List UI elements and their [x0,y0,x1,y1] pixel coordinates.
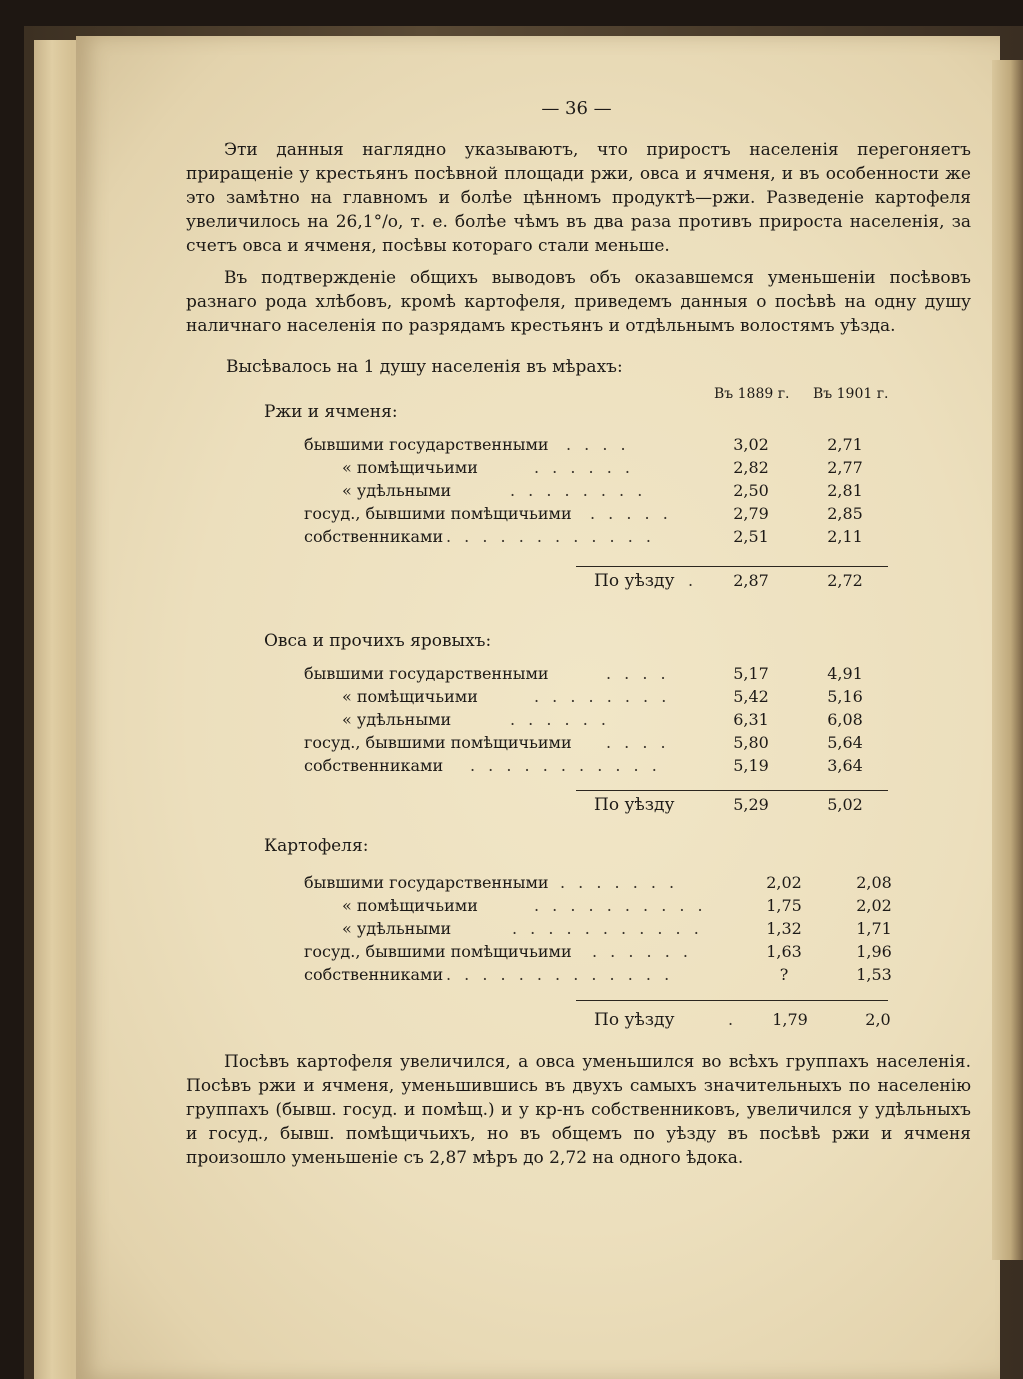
value-1889: 2,51 [733,527,769,546]
total-rule [576,566,888,567]
value-1901: 1,53 [856,965,892,984]
page-number: — 36 — [541,98,612,119]
table-row [0,733,1023,756]
row-label: бывшими государственными [304,435,549,454]
value-1901: 2,85 [827,504,863,523]
total-label: По уѣзду [594,1010,675,1030]
total-rule [576,790,888,791]
value-1901: 2,81 [827,481,863,500]
total-label: По уѣзду [594,571,675,591]
row-label: бывшими государственными [304,873,549,892]
table-row [0,710,1023,733]
value-1901: 1,71 [856,919,892,938]
value-1901: 6,08 [827,710,863,729]
row-label: госуд., бывшими помѣщичьими [304,733,572,752]
total-rule [576,1000,888,1001]
value-1889: 1,63 [766,942,802,961]
row-dots: . . . . . . [510,710,610,729]
paragraph-3: Посѣвъ картофеля увеличился, а овса уменьшился во всѣхъ группахъ населенія. Посѣвъ ржи и ячменя, уменьшившись въ двухъ самыхъ значительныхъ по населенію группахъ (бывш. госуд. и помѣщ.) и у кр-нъ собственниковъ, увеличился у удѣльныхъ и госуд., бывш. помѣщичьихъ, но въ общемъ по уѣзду въ посѣвѣ ржи и ячменя произошло уменьшеніе съ 2,87 мѣръ до 2,72 на одного ѣдока. [186,1052,971,1168]
value-1901: 5,16 [827,687,863,706]
value-1889: 3,02 [733,435,769,454]
row-dots: . . . . [566,435,630,454]
total-label: По уѣзду [594,795,675,815]
row-label: госуд., бывшими помѣщичьими [304,942,572,961]
value-1901: 4,91 [827,664,863,683]
value-1889: 6,31 [733,710,769,729]
row-dots: . . . . . . . . . . . . [446,527,655,546]
row-dots: . . . . . . . . [534,687,671,706]
row-label: собственниками [304,965,444,984]
table-total-row [0,1010,1023,1033]
row-dots: . . . . . . [592,942,692,961]
value-1901: 2,11 [827,527,863,546]
row-label: « помѣщичьими [342,896,478,915]
value-1889: 5,42 [733,687,769,706]
table-row [0,896,1023,919]
row-dots: . [728,1010,738,1029]
row-dots: . . . . [606,664,670,683]
row-label: « удѣльными [342,481,452,500]
value-1901: 2,02 [856,896,892,915]
table-row [0,919,1023,942]
row-dots: . . . . [606,733,670,752]
total-1901: 2,72 [827,571,863,590]
row-dots: . . . . . [590,504,672,523]
row-label: собственниками [304,527,444,546]
table-row [0,965,1023,988]
row-dots: . . . . . . . [560,873,679,892]
value-1889: 2,82 [733,458,769,477]
value-1889: 5,17 [733,664,769,683]
table-row [0,664,1023,687]
paragraph-1: Эти данныя наглядно указываютъ, что приростъ населенія перегоняетъ приращеніе у крестьянъ посѣвной площади ржи, овса и ячменя, и въ особенности же это замѣтно на главномъ и болѣе цѣнномъ продуктѣ—ржи. Разведеніе картофеля увеличилось на 26,1°/о, т. е. болѣе чѣмъ въ два раза противъ прироста населенія, за счетъ овса и ячменя, посѣвы котораго стали меньше. [186,140,971,256]
row-dots: . . . . . . [534,458,634,477]
row-label: собственниками [304,756,444,775]
table-row [0,873,1023,896]
total-1889: 2,87 [733,571,769,590]
value-1889: 2,02 [766,873,802,892]
row-label: « помѣщичьими [342,687,478,706]
row-dots: . . . . . . . . . . [534,896,707,915]
column-header-1901: Въ 1901 г. [813,386,889,402]
table-row [0,756,1023,779]
table-row [0,942,1023,965]
section-title-potatoes: Картофеля: [264,836,369,856]
value-1901: 2,71 [827,435,863,454]
row-label: « помѣщичьими [342,458,478,477]
section-title-oats: Овса и прочихъ яровыхъ: [264,631,492,651]
total-1901: 5,02 [827,795,863,814]
table-intro: Высѣвалось на 1 душу населенія въ мѣрахъ: [226,357,623,377]
row-label: « удѣльными [342,710,452,729]
value-1889: 5,19 [733,756,769,775]
table-row [0,481,1023,504]
row-dots: . . . . . . . . . . . [512,919,703,938]
right-page-edge [992,60,1023,1260]
row-label: « удѣльными [342,919,452,938]
total-1889: 5,29 [733,795,769,814]
row-dots: . [688,571,698,590]
table-total-row [0,571,1023,594]
row-dots: . . . . . . . . [510,481,647,500]
value-1889: 2,50 [733,481,769,500]
table-row [0,458,1023,481]
value-1889: ? [779,965,789,984]
table-row [0,435,1023,458]
value-1901: 3,64 [827,756,863,775]
value-1889: 2,79 [733,504,769,523]
total-1889: 1,79 [772,1010,808,1029]
value-1901: 2,08 [856,873,892,892]
section-title-rye-barley: Ржи и ячменя: [264,402,398,422]
value-1889: 1,32 [766,919,802,938]
row-label: бывшими государственными [304,664,549,683]
value-1901: 5,64 [827,733,863,752]
value-1889: 1,75 [766,896,802,915]
table-row [0,687,1023,710]
row-label: госуд., бывшими помѣщичьими [304,504,572,523]
value-1901: 1,96 [856,942,892,961]
row-dots: . . . . . . . . . . . [470,756,661,775]
table-row [0,504,1023,527]
column-header-1889: Въ 1889 г. [714,386,790,402]
paragraph-2: Въ подтвержденіе общихъ выводовъ объ оказавшемся уменьшеніи посѣвовъ разнаго рода хлѣбовъ, кромѣ картофеля, приведемъ данныя о посѣвѣ на одну душу наличнаго населенія по разрядамъ крестьянъ и отдѣльнымъ волостямъ уѣзда. [186,268,971,336]
value-1901: 2,77 [827,458,863,477]
value-1889: 5,80 [733,733,769,752]
row-dots: . . . . . . . . . . . . . [446,965,674,984]
table-row [0,527,1023,550]
total-1901: 2,0 [865,1010,891,1029]
table-total-row [0,795,1023,818]
